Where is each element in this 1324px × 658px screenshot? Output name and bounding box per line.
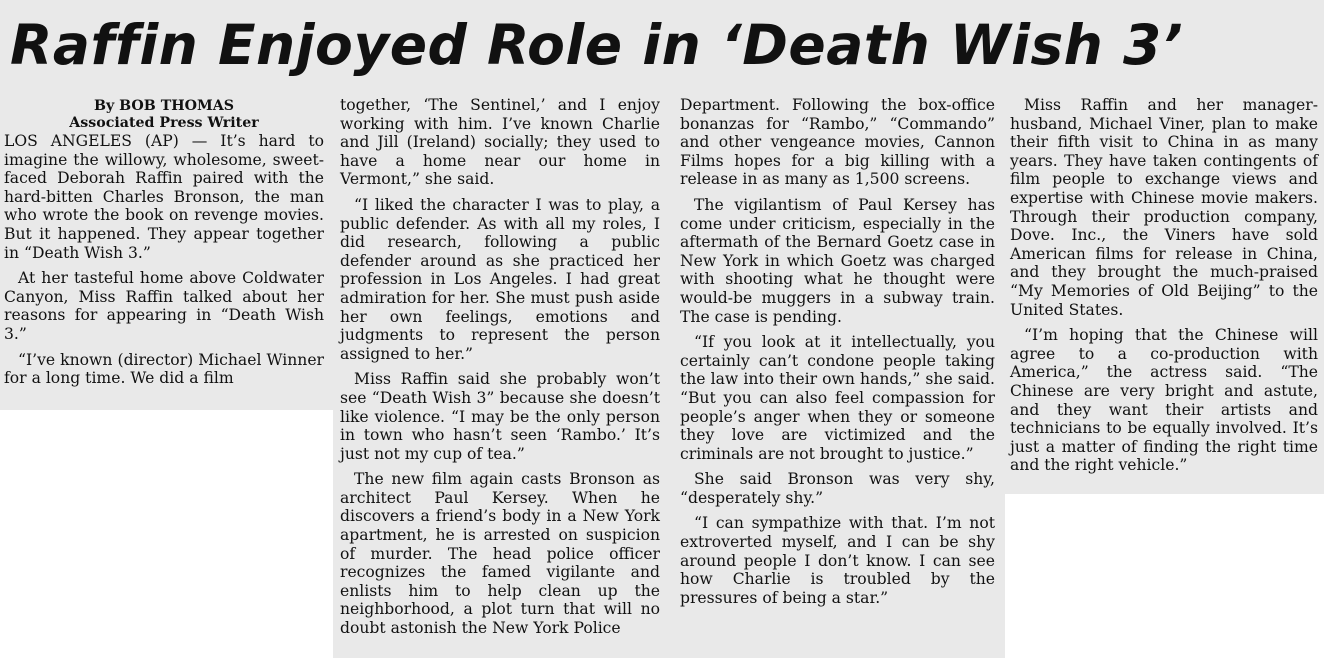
byline-author: By BOB THOMAS [94,98,234,114]
paragraph: “I can sympathize with that. I’m not extroverted myself, and I can be shy around people I don’t know. I can see how Charlie is troubled by the pressures of being a star.” [680,514,995,607]
paragraph: “I liked the character I was to play, a public defender. As with all my roles, I did research, following a public defender around as she practiced her profession in Los Angeles. I had great admiration for her. She must push aside her own feelings, emotions and judgments to represent the person assigned to her.” [340,195,660,363]
paragraph: Miss Raffin and her manager-husband, Michael Viner, plan to make their fifth visit to China in as many years. They have taken contingents of film people to exchange views and expertise with Chinese movie makers. Through their production company, Dove. Inc., the Viners have sold American films for release in China, and they brought the much-praised “My Memories of Old Beijing” to the United States. [1010,96,1318,319]
paragraph: Department. Following the box-office bonanzas for “Rambo,” “Commando” and other vengeance movies, Cannon Films hopes for a big killing with a release in as many as 1,500 screens. [680,96,995,189]
paragraph: Miss Raffin said she probably won’t see “Death Wish 3” because she doesn’t like violence. “I may be the only person in town who hasn’t seen ‘Rambo.’ It’s just not my cup of tea.” [340,370,660,463]
paragraph: The vigilantism of Paul Kersey has come under criticism, especially in the aftermath of the Bernard Goetz case in New York in which Goetz was charged with shooting what he thought were would-be muggers in a subway train. The case is pending. [680,195,995,326]
paragraph: At her tasteful home above Coldwater Canyon, Miss Raffin talked about her reasons for appearing in “Death Wish 3.” [4,269,324,343]
paragraph: LOS ANGELES (AP) — It’s hard to imagine the willowy, wholesome, sweet-faced Deborah Raffin paired with the hard-bitten Charles Bronson, the man who wrote the book on revenge movies. But it happened. They appear together in “Death Wish 3.” [4,132,324,262]
paragraph: “I’m hoping that the Chinese will agree to a co-production with America,” the actress said. “The Chinese are very bright and astute, and they want their artists and technicians to be equally involved. It’s just a matter of finding the right time and the right vehicle.” [1010,326,1318,475]
byline-affiliation: Associated Press Writer [69,115,259,131]
article-column-1 [4,98,324,395]
paragraph: She said Bronson was very shy, “desperately shy.” [680,470,995,507]
paragraph: “I’ve known (director) Michael Winner for a long time. We did a film [4,350,324,388]
article-column-3 [680,96,995,614]
paragraph: “If you look at it intellectually, you certainly can’t condone people taking the law into their own hands,” she said. “But you can also feel compassion for people’s anger when they or someone they love are victimized and the criminals are not brought to justice.” [680,333,995,463]
article-column-4 [1010,96,1318,482]
paragraph: The new film again casts Bronson as architect Paul Kersey. When he discovers a friend’s body in a New York apartment, he is arrested on suspicion of murder. The head police officer recognizes the famed vigilante and enlists him to help clean up the neighborhood, a plot turn that will no doubt astonish the New York Police [340,470,660,638]
article-column-2 [340,96,660,645]
headline: Raffin Enjoyed Role in ‘Death Wish 3’ [10,13,1184,77]
paragraph: together, ‘The Sentinel,’ and I enjoy working with him. I’ve known Charlie and Jill (Ireland) socially; they used to have a home near our home in Vermont,” she said. [340,96,660,189]
